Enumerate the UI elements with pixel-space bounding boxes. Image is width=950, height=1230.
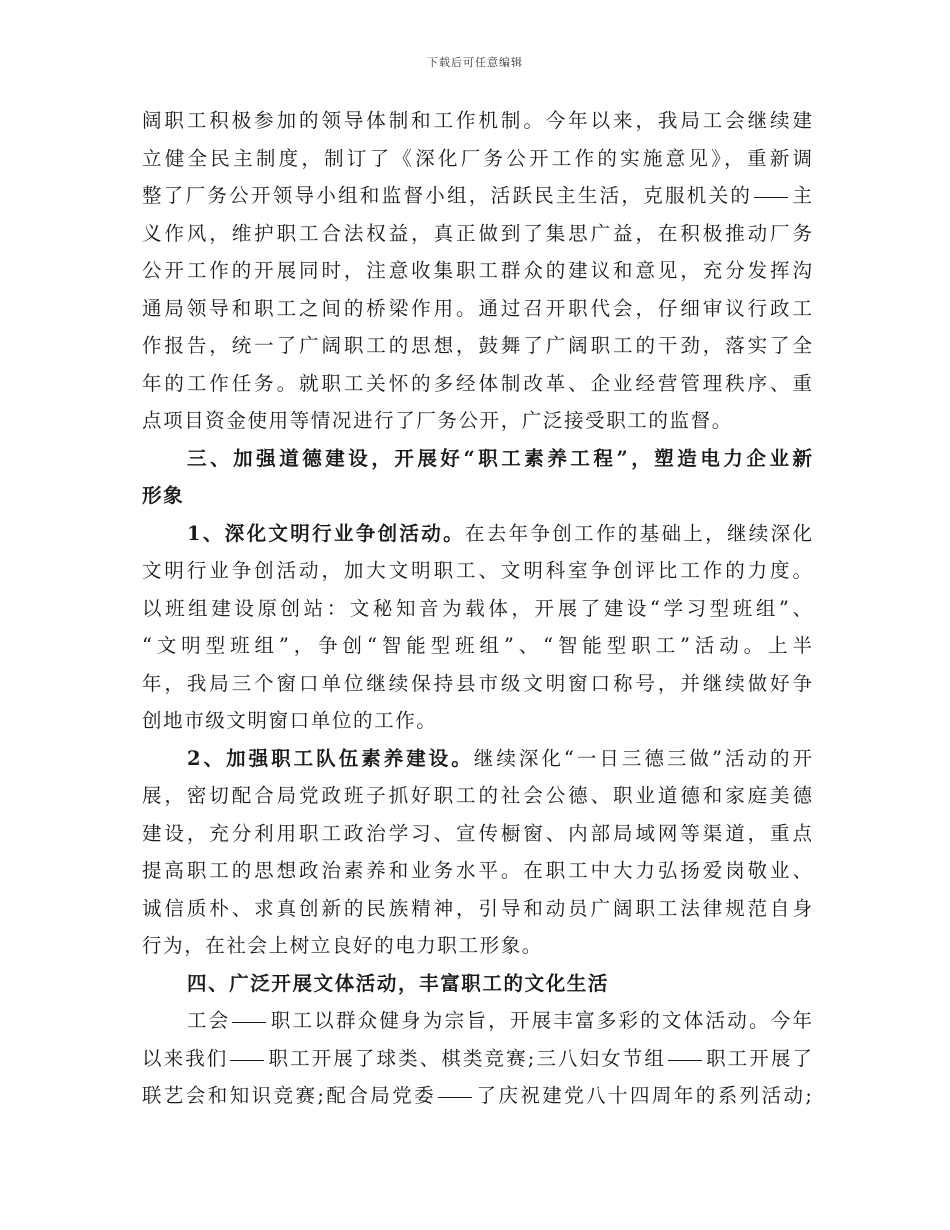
blank-underline <box>754 196 788 198</box>
blank-underline <box>232 1021 266 1023</box>
text-line: 年的工作任务。就职工关怀的多经体制改革、企业经营管理秩序、重 <box>142 371 812 395</box>
subheading-lead: 1、深化文明行业争创活动。 <box>187 521 465 545</box>
heading-line: 三、加强道德建设，开展好“职工素养工程”，塑造电力企业新 <box>187 446 812 470</box>
text-line: 行为，在社会上树立良好的电力职工形象。 <box>142 934 543 957</box>
text-line: 作报告，统一了广阔职工的思想，鼓舞了广阔职工的干劲，落实了全 <box>142 334 812 357</box>
paragraph-cultural-activities <box>142 1002 812 1115</box>
blank-underline <box>230 1059 264 1061</box>
paragraph-democratic-management <box>142 102 812 440</box>
text-line <box>142 515 812 553</box>
text-line: 义作风，维护职工合法权益，真正做到了集思广益，在积极推动厂务 <box>142 221 812 245</box>
text-segment: 工会 <box>187 1009 231 1032</box>
paragraph-civilized-industry <box>142 515 812 740</box>
text-segment: 整了厂务公开领导小组和监督小组，活跃民主生活，克服机关的 <box>142 184 753 207</box>
page-header-note: 下载后可任意编辑 <box>427 56 523 69</box>
text-segment: 在去年争创工作的基础上，继续深化 <box>464 521 812 545</box>
heading-line: 形象 <box>142 484 185 507</box>
paragraph-workforce-quality <box>142 740 812 965</box>
text-segment: 职工开展了 <box>703 1046 812 1070</box>
text-line: 阔职工积极参加的领导体制和工作机制。今年以来，我局工会继续建 <box>142 109 812 132</box>
text-line: 公开工作的开展同时，注意收集职工群众的建议和意见，充分发挥沟 <box>142 259 812 282</box>
heading-line: 四、广泛开展文体活动，丰富职工的文化生活 <box>187 971 610 995</box>
text-segment: 以来我们 <box>142 1046 229 1070</box>
blank-underline <box>438 1096 472 1098</box>
text-line <box>142 1077 812 1115</box>
text-line: 创地市级文明窗口单位的工作。 <box>142 709 438 732</box>
text-segment: 职工以群众健身为宗旨，开展丰富多彩的文体活动。今年 <box>268 1009 812 1032</box>
text-line <box>142 1002 812 1040</box>
text-line <box>142 1040 812 1078</box>
section-heading-four <box>142 965 812 1003</box>
document-body <box>142 102 812 1115</box>
text-line <box>142 740 812 778</box>
text-segment: 继续深化“一日三德三做”活动的开 <box>473 746 812 770</box>
text-line: “文明型班组”，争创“智能型班组”、“智能型职工”活动。上半 <box>142 634 812 657</box>
text-line: 展，密切配合局党政班子抓好职工的社会公德、职业道德和家庭美德 <box>142 784 812 807</box>
text-segment: 职工开展了球类、棋类竞赛;三八妇女节组 <box>266 1046 666 1070</box>
text-line: 以班组建设原创站：文秘知音为载体，开展了建设“学习型班组”、 <box>142 596 812 620</box>
text-segment: 主 <box>790 184 812 207</box>
blank-underline <box>668 1059 702 1061</box>
text-line: 点项目资金使用等情况进行了厂务公开，广泛接受职工的监督。 <box>142 409 733 432</box>
text-line: 建设，充分利用职工政治学习、宣传橱窗、内部局域网等渠道，重点 <box>142 821 812 845</box>
text-line: 通局领导和职工之间的桥梁作用。通过召开职代会，仔细审议行政工 <box>142 296 812 320</box>
text-line <box>142 177 812 215</box>
text-segment: 联艺会和知识竞赛;配合局党委 <box>142 1084 437 1107</box>
text-line: 年，我局三个窗口单位继续保持县市级文明窗口称号，并继续做好争 <box>142 671 812 695</box>
text-line: 诚信质朴、求真创新的民族精神，引导和动员广阔职工法律规范自身 <box>142 896 812 920</box>
text-segment: 了庆祝建党八十四周年的系列活动; <box>474 1084 812 1107</box>
text-line: 立健全民主制度，制订了《深化厂务公开工作的实施意见》，重新调 <box>142 146 812 170</box>
text-line: 提高职工的思想政治素养和业务水平。在职工中大力弘扬爱岗敬业、 <box>142 859 812 882</box>
text-line: 文明行业争创活动，加大文明职工、文明科室争创评比工作的力度。 <box>142 559 812 582</box>
subheading-lead: 2、加强职工队伍素养建设。 <box>187 746 474 770</box>
section-heading-three <box>142 440 812 515</box>
